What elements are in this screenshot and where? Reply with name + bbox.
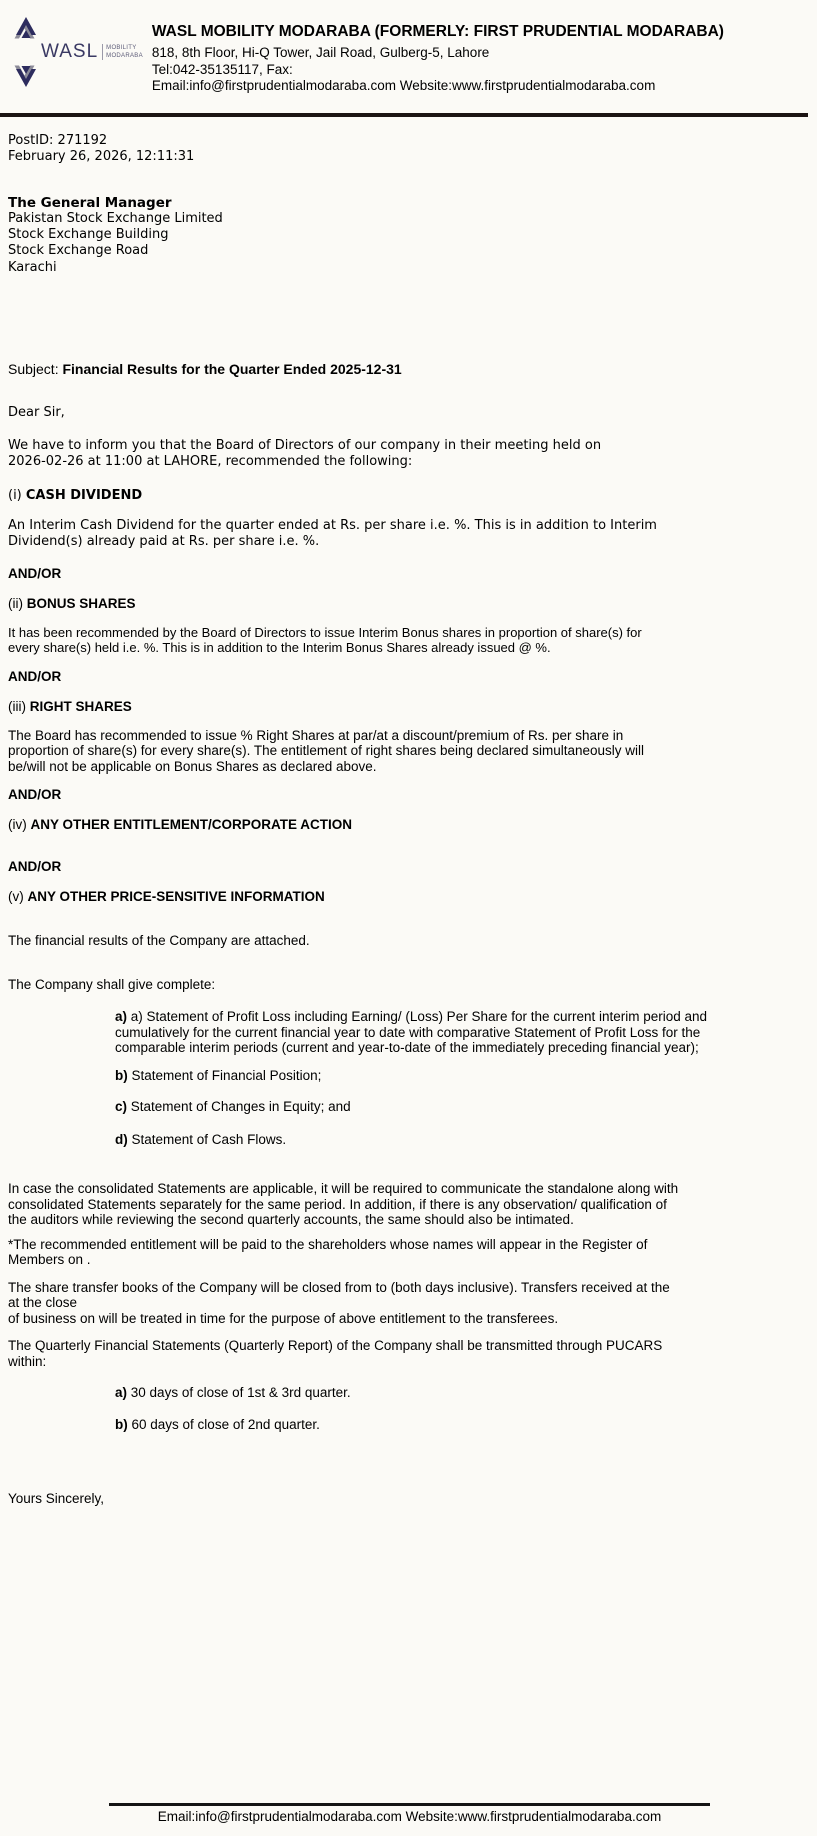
- footer-contact: Email:info@firstprudentialmodaraba.com Website:www.firstprudentialmodaraba.com: [157, 1809, 662, 1824]
- results-attached-note: The financial results of the Company are attached.: [8, 933, 310, 949]
- company-address: 818, 8th Floor, Hi-Q Tower, Jail Road, Gulberg-5, Lahore: [151, 45, 490, 60]
- closing-salutation: Yours Sincerely,: [8, 1491, 105, 1507]
- section-heading-price-sensitive: (v) ANY OTHER PRICE-SENSITIVE INFORMATION: [8, 889, 325, 905]
- letterhead-text: [152, 14, 724, 95]
- register-note: *The recommended entitlement will be paid to the shareholders whose names will appear in the Register of Members on .: [8, 1236, 648, 1268]
- subject-text: Financial Results for the Quarter Ended 2025-12-31: [62, 360, 402, 377]
- statement-item-b: b) Statement of Financial Position;: [115, 1067, 322, 1083]
- section-heading-right-shares: (iii) RIGHT SHARES: [8, 698, 132, 714]
- statement-item-d: d) Statement of Cash Flows.: [115, 1131, 287, 1147]
- subject-line: [8, 361, 809, 378]
- pucars-item-a: a) 30 days of close of 1st & 3rd quarter.: [115, 1385, 351, 1401]
- recipient-line: The General Manager: [8, 194, 172, 211]
- section-heading-bonus-shares: (ii) BONUS SHARES: [8, 595, 136, 611]
- company-telfax: Tel:042-35135117, Fax:: [151, 61, 293, 77]
- intro-paragraph: We have to inform you that the Board of Directors of our company in their meeting held on 2026-02-26 at 11:00 at LAHORE, recommended the following:: [8, 437, 602, 470]
- statement-item-a: a) a) Statement of Profit Loss including Earning/ (Loss) Per Share for the current interim period and cumulatively for the current financial year to date with comparative Statement of Profit Loss for the comparable interim periods (current and year-to-date of the immediately preceding financial year);: [115, 1009, 708, 1056]
- header-divider: [0, 113, 808, 117]
- logo-subtext: MOBILITY MODARABA: [102, 44, 143, 60]
- company-title: WASL MOBILITY MODARABA (FORMERLY: FIRST PRUDENTIAL MODARABA): [151, 23, 724, 40]
- salutation: Dear Sir,: [8, 404, 65, 420]
- letterhead: [0, 0, 817, 95]
- recipient-line: Stock Exchange Road: [8, 243, 149, 259]
- right-shares-paragraph: The Board has recommended to issue % Right Shares at par/at a discount/premium of Rs. per share in proportion of share(s) for every share(s). The entitlement of right shares being declared simultaneously will be/will not be applicable on Bonus Shares as declared above.: [8, 727, 645, 774]
- recipient-line: Stock Exchange Building: [8, 227, 169, 243]
- section-heading-cash-dividend: (i) CASH DIVIDEND: [8, 487, 143, 503]
- consolidated-note: In case the consolidated Statements are applicable, it will be required to communicate the standalone along with consolidated Statements separately for the same period. In addition, if there is any observation/ qualification of the auditors while reviewing the second quarterly accounts, the same should also be intimated.: [8, 1181, 679, 1228]
- company-contact: Email:info@firstprudentialmodaraba.com Website:www.firstprudentialmodaraba.com: [151, 78, 656, 93]
- share-transfer-books-paragraph: The share transfer books of the Company will be closed from to (both days inclusive). Transfers received at the at the close of business on will be treated in time for the purpose of above entitlement to the transferees.: [8, 1279, 670, 1326]
- pucars-paragraph: The Quarterly Financial Statements (Quarterly Report) of the Company shall be transmitted through PUCARS within:: [8, 1338, 663, 1369]
- and-or-label: AND/OR: [8, 668, 62, 684]
- and-or-label: AND/OR: [8, 787, 62, 803]
- recipient-line: Pakistan Stock Exchange Limited: [8, 210, 223, 226]
- statement-item-c: c) Statement of Changes in Equity; and: [115, 1099, 351, 1115]
- recipient-line: Karachi: [8, 259, 57, 275]
- post-id: PostID: 271192: [8, 132, 108, 148]
- section-heading-other-entitlement: (iv) ANY OTHER ENTITLEMENT/CORPORATE ACTION: [8, 817, 353, 833]
- pucars-item-b: b) 60 days of close of 2nd quarter.: [115, 1416, 320, 1432]
- bonus-shares-paragraph: It has been recommended by the Board of Directors to issue Interim Bonus shares in proportion of share(s) for every share(s) held i.e. %. This is in addition to the Interim Bonus Shares already issued @ %.: [8, 624, 642, 656]
- logo-brand-text: WASL: [41, 41, 99, 62]
- letter-body: [0, 133, 817, 1508]
- cash-dividend-paragraph: An Interim Cash Dividend for the quarter ended at Rs. per share i.e. %. This is in addition to Interim Dividend(s) already paid at Rs. per share i.e. %.: [8, 517, 657, 550]
- post-meta: [8, 133, 809, 166]
- page-footer: [109, 1803, 710, 1825]
- footer-divider: [109, 1803, 710, 1806]
- complete-intro: The Company shall give complete:: [8, 976, 216, 992]
- subject-label: Subject:: [8, 360, 63, 377]
- and-or-label: AND/OR: [8, 565, 62, 581]
- and-or-label: AND/OR: [8, 859, 62, 875]
- company-logo: [12, 14, 143, 89]
- wasl-diamond-icon: [12, 15, 38, 89]
- recipient-block: [8, 195, 809, 276]
- post-datetime: February 26, 2026, 12:11:31: [8, 149, 195, 164]
